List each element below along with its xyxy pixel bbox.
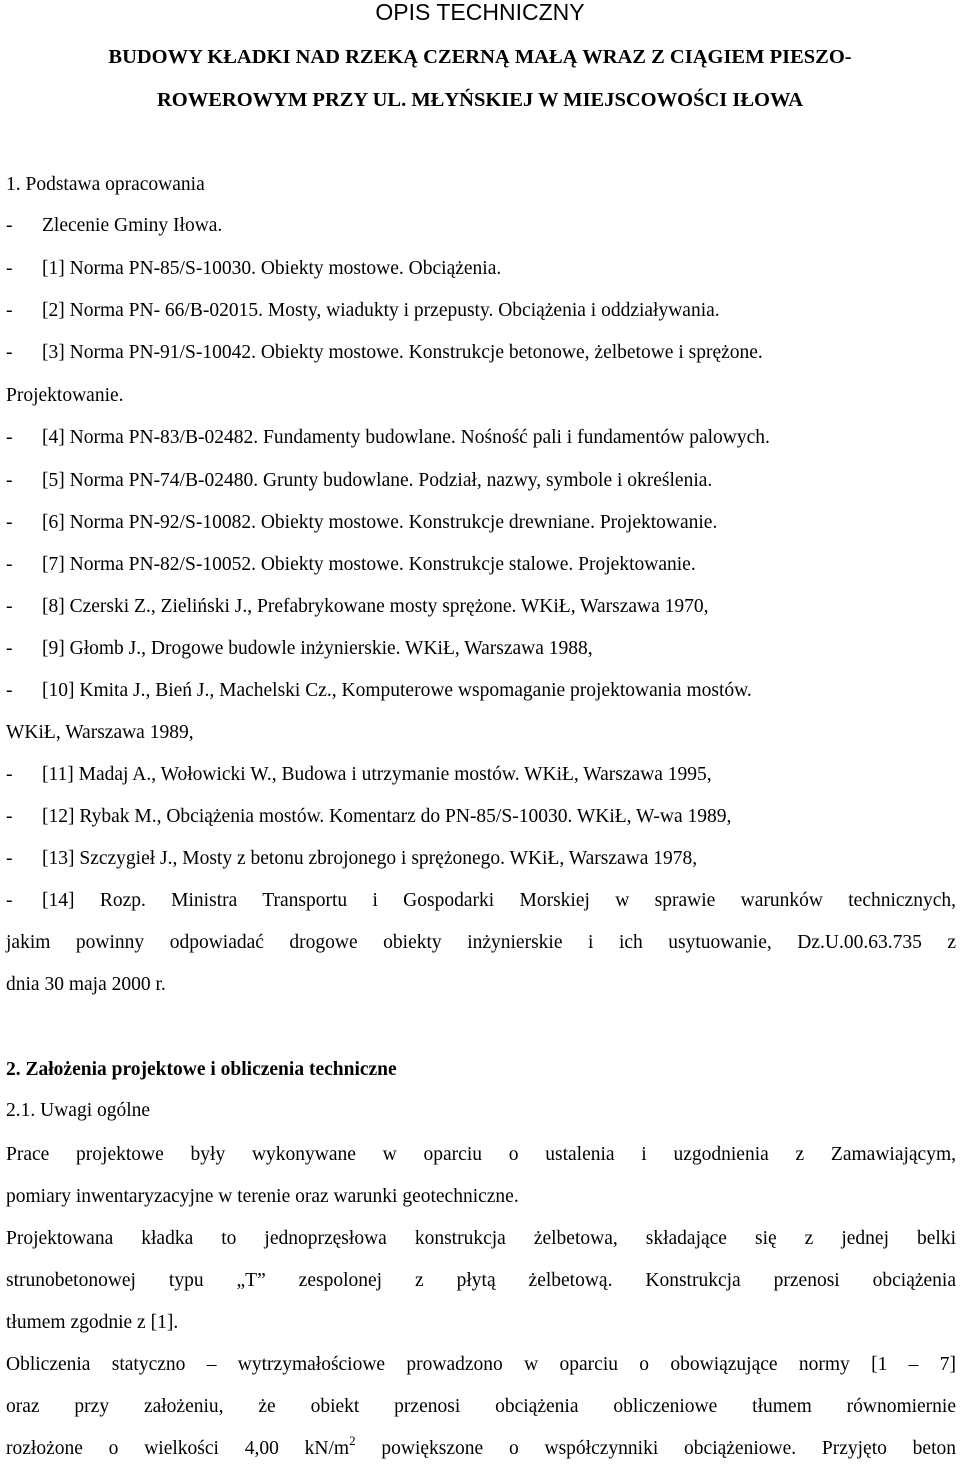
paragraph-line: Projektowana kładka to jednoprzęsłowa konstrukcja żelbetowa, składające się z jednej belki [6, 1228, 956, 1249]
paragraph-line: oraz przy założeniu, że obiekt przenosi obciążenia obliczeniowe tłumem równomiernie [6, 1396, 956, 1417]
reference-item: - [10] Kmita J., Bień J., Machelski Cz., Komputerowe wspomaganie projektowania mostów. [6, 680, 752, 701]
reference-item: - [3] Norma PN-91/S-10042. Obiekty mostowe. Konstrukcje betonowe, żelbetowe i sprężone. [6, 342, 763, 363]
reference-item: - [6] Norma PN-92/S-10082. Obiekty mostowe. Konstrukcje drewniane. Projektowanie. [6, 512, 718, 533]
paragraph-line: rozłożone o wielkości 4,00 $kN/m^2$ powiększone o współczynniki obciążeniowe. Przyjęto beton [6, 1433, 956, 1459]
paragraph-line: Prace projektowe były wykonywane w oparciu o ustalenia i uzgodnienia z Zamawiającym, [6, 1144, 956, 1165]
superscript: 2 [349, 1433, 356, 1448]
reference-item: - [14] Rozp. Ministra Transportu i Gospodarki Morskiej w sprawie warunków technicznych, [6, 890, 956, 911]
reference-item-continuation: Projektowanie. [6, 385, 124, 406]
heading-line-2: ROWEROWYM PRZY UL. MŁYŃSKIEJ W MIEJSCOWOŚCI IŁOWA [156, 89, 804, 111]
reference-item: - [1] Norma PN-85/S-10030. Obiekty mostowe. Obciążenia. [6, 258, 502, 279]
reference-item: - [12] Rybak M., Obciążenia mostów. Komentarz do PN-85/S-10030. WKiŁ, W-wa 1989, [6, 806, 732, 827]
reference-item: - [4] Norma PN-83/B-02482. Fundamenty budowlane. Nośność pali i fundamentów palowych. [6, 427, 770, 448]
paragraph-line: pomiary inwentaryzacyjne w terenie oraz warunki geotechniczne. [6, 1186, 519, 1207]
heading-line-1: BUDOWY KŁADKI NAD RZEKĄ CZERNĄ MAŁĄ WRAZ Z CIĄGIEM PIESZO- [108, 46, 852, 68]
reference-item: - [2] Norma PN- 66/B-02015. Mosty, wiadukty i przepusty. Obciążenia i oddziaływania. [6, 300, 720, 321]
section-1-title: 1. Podstawa opracowania [6, 174, 205, 195]
reference-item: - [5] Norma PN-74/B-02480. Grunty budowlane. Podział, nazwy, symbole i określenia. [6, 470, 713, 491]
paragraph-line: tłumem zgodnie z [1]. [6, 1312, 179, 1333]
document-title: OPIS TECHNICZNY [375, 0, 585, 25]
reference-item-continuation: WKiŁ, Warszawa 1989, [6, 722, 194, 743]
reference-item: - [13] Szczygieł J., Mosty z betonu zbrojonego i sprężonego. WKiŁ, Warszawa 1978, [6, 848, 698, 869]
section-2-title: 2. Założenia projektowe i obliczenia techniczne [6, 1059, 397, 1080]
reference-item: - [9] Głomb J., Drogowe budowle inżynierskie. WKiŁ, Warszawa 1988, [6, 638, 593, 659]
paragraph-line: strunobetonowej typu „T” zespolonej z płytą żelbetową. Konstrukcja przenosi obciążenia [6, 1270, 956, 1291]
reference-item: - [7] Norma PN-82/S-10052. Obiekty mostowe. Konstrukcje stalowe. Projektowanie. [6, 554, 696, 575]
reference-item-continuation: dnia 30 maja 2000 r. [6, 974, 166, 995]
paragraph-line: Obliczenia statyczno – wytrzymałościowe prowadzono w oparciu o obowiązujące normy [1 – 7] [6, 1354, 956, 1375]
reference-item: - [11] Madaj A., Wołowicki W., Budowa i utrzymanie mostów. WKiŁ, Warszawa 1995, [6, 764, 712, 785]
reference-item: - [8] Czerski Z., Zieliński J., Prefabrykowane mosty sprężone. WKiŁ, Warszawa 1970, [6, 596, 709, 617]
reference-item-continuation: jakim powinny odpowiadać drogowe obiekty inżynierskie i ich usytuowanie, Dz.U.00.63.735 z [6, 932, 956, 953]
subsection-title: 2.1. Uwagi ogólne [6, 1100, 151, 1121]
reference-item: - Zlecenie Gminy Iłowa. [6, 215, 223, 236]
